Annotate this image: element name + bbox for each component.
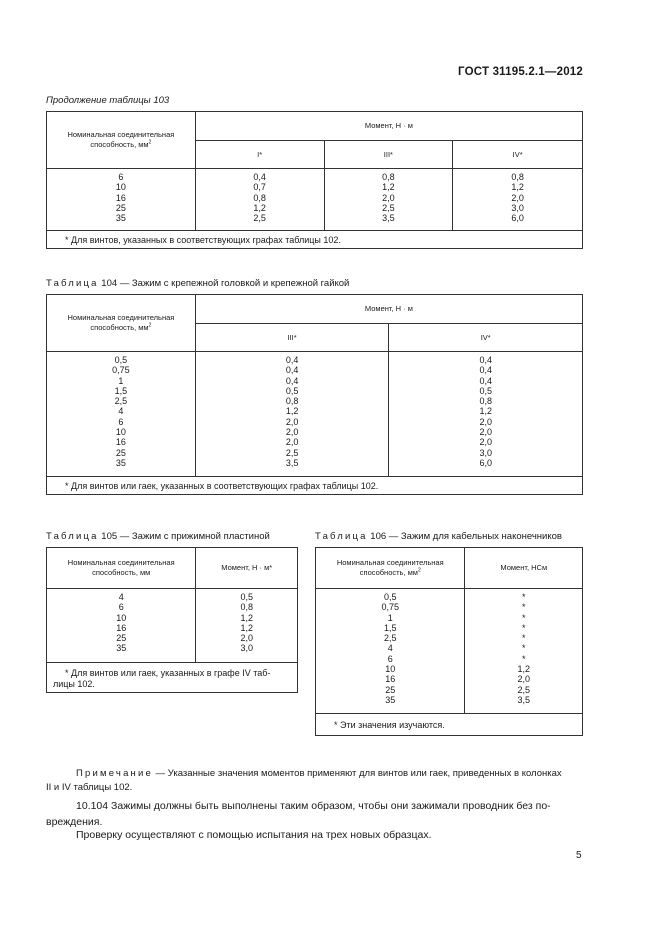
sub-header: I* [195,141,324,169]
sub-header: III* [324,141,453,169]
cell: 1,5 [114,385,128,396]
cell: 2,0 [382,192,395,203]
page-number: 5 [576,850,582,861]
cell: 2,0 [285,437,299,448]
cell: 35 [115,213,126,224]
paragraph-check: Проверку осуществляют с помощью испытания на трех новых образцах. [76,829,432,841]
moment-column-iv [389,352,583,477]
col-header-capacity: Номинальная соединительная способность, $мм^2$ [316,548,465,589]
cell: 10 [115,427,126,438]
cell: 16 [116,622,127,633]
col-header-capacity: Номинальная соединительная способность, $мм^2$ [47,112,196,169]
sub-header: IV* [389,324,583,352]
cell: 4 [387,643,393,654]
table-103-caption: Продолжение таблицы 103 [46,95,170,106]
moment-column [465,589,583,714]
table-104 [46,294,583,495]
cell: 2,0 [285,416,299,427]
table-106-caption: Таблица 106 — Зажим для кабельных наконечников [315,531,562,542]
cell: 0,4 [479,375,492,386]
cell: 35 [385,694,396,705]
cell: * [521,622,526,633]
table-105-caption: Таблица 105 — Зажим с прижимной пластиной [46,531,270,542]
cell: 0,8 [511,172,524,182]
standard-header: ГОСТ 31195.2.1—2012 [458,66,583,78]
cell: 4 [118,592,124,602]
cell: 1,2 [511,182,524,193]
cell: 2,0 [511,192,524,203]
cell: 0,5 [479,385,492,396]
cell: 0,4 [285,365,299,376]
capacity-column [316,589,465,714]
capacity-column [47,589,196,663]
table-105 [46,547,298,693]
cell: 25 [385,684,396,695]
cell: 1,2 [479,406,492,417]
moment-column-i [195,169,324,231]
cell: 4 [118,406,124,417]
cell: 0,4 [479,355,492,365]
cell: 0,5 [285,385,299,396]
cell: 16 [115,437,126,448]
cell: 1,5 [383,622,397,633]
col-header-capacity: Номинальная соединительная способность, $мм^2$ [47,295,196,352]
cell: 1,2 [240,612,253,623]
table-104-footnote: * Для винтов или гаек, указанных в соответствующих графах таблицы 102. [47,477,583,495]
cell: 0,5 [383,592,397,602]
cell: 2,0 [479,427,492,438]
cell: 16 [115,192,126,203]
cell: 2,5 [517,684,530,695]
cell: 0,75 [381,602,399,613]
cell: * [521,633,526,644]
cell: * [521,653,526,664]
cell: 0,4 [285,375,299,386]
col-header-moment: Момент, НСм [465,548,583,589]
cell: 0,8 [382,172,395,182]
cell: 1,2 [382,182,395,193]
cell: 10 [115,182,126,193]
cell: 35 [115,457,126,468]
cell: 0,75 [112,365,130,376]
cell: 2,0 [479,416,492,427]
moment-column-iii [324,169,453,231]
cell: 0,8 [479,396,492,407]
cell: 0,7 [253,182,266,193]
cell: * [521,612,526,623]
cell: 1,2 [285,406,299,417]
table-103-footnote: * Для винтов, указанных в соответствующих графах таблицы 102. [47,231,583,249]
sub-header: III* [195,324,389,352]
cell: 2,0 [479,437,492,448]
cell: 1 [118,375,124,386]
cell: 2,5 [382,202,395,213]
cell: 10 [385,664,396,675]
cell: 10 [116,612,127,623]
col-header-moment: Момент, Н · м* [196,548,298,589]
cell: 2,0 [285,427,299,438]
cell: 3,0 [479,447,492,458]
note: Примечание — Указанные значения моментов применяют для винтов или гаек, приведенных в колонках II и IV таблицы 102. [46,768,562,793]
cell: * [521,643,526,654]
cell: 0,8 [240,602,253,613]
cell: 3,0 [511,202,524,213]
table-104-caption: Таблица 104 — Зажим с крепежной головкой и крепежной гайкой [46,278,350,289]
cell: 25 [115,202,126,213]
cell: 6,0 [511,213,524,224]
table-106-footnote: * Эти значения изучаются. [316,714,583,736]
moment-column [196,589,298,663]
col-header-moment: Момент, Н · м [195,112,582,141]
table-106 [315,547,583,736]
cell: 2,5 [114,396,128,407]
cell: * [521,592,526,602]
cell: 2,5 [383,633,397,644]
cell: 25 [115,447,126,458]
cell: 35 [116,643,127,654]
cell: 0,4 [479,365,492,376]
cell: 2,5 [285,447,299,458]
paragraph-10-104: 10.104 Зажимы должны быть выполнены таким образом, чтобы они зажимали проводник без по- вреждения. [46,800,551,828]
cell: 25 [116,633,127,644]
cell: 2,0 [240,633,253,644]
cell: 1,2 [253,202,266,213]
moment-column-iii [195,352,389,477]
cell: 0,8 [253,192,266,203]
table-105-footnote: * Для винтов или гаек, указанных в графе IV таб- лицы 102. [47,663,298,693]
col-header-moment: Момент, Н · м [195,295,582,324]
cell: 0,4 [285,355,299,365]
moment-column-iv [453,169,583,231]
capacity-column [47,352,196,477]
cell: 0,8 [285,396,299,407]
cell: 2,0 [517,674,530,685]
cell: 1,2 [517,664,530,675]
cell: 3,5 [517,694,530,705]
cell: 3,0 [240,643,253,654]
cell: 0,5 [240,592,253,602]
capacity-column [47,169,196,231]
table-103 [46,111,583,249]
cell: 6 [387,653,393,664]
cell: 6 [118,416,124,427]
cell: 1,2 [240,622,253,633]
cell: 3,5 [285,457,299,468]
cell: 6,0 [479,457,492,468]
cell: 1 [387,612,393,623]
cell: 6 [118,602,124,613]
sub-header: IV* [453,141,583,169]
cell: 2,5 [253,213,266,224]
cell: 16 [385,674,396,685]
cell: 6 [118,172,124,182]
cell: 3,5 [382,213,395,224]
cell: * [521,602,526,613]
cell: 0,4 [253,172,266,182]
col-header-capacity: Номинальная соединительная способность, мм [47,548,196,589]
cell: 0,5 [114,355,128,365]
